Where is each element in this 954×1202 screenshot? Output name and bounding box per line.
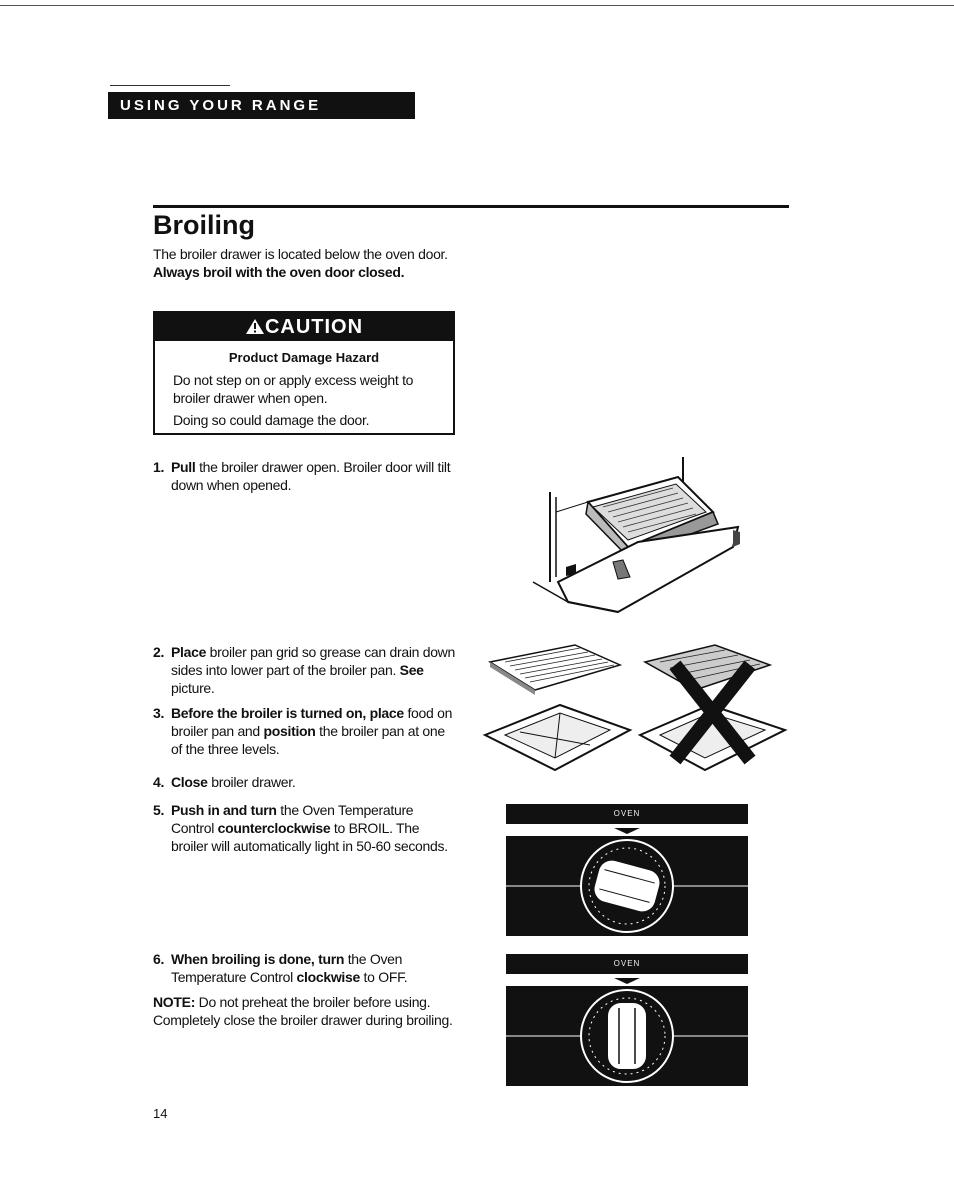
page-number: 14 xyxy=(153,1106,168,1121)
step-text: broiler pan grid so grease can drain down sides into lower part of the broiler pan. xyxy=(171,644,455,678)
intro-text: The broiler drawer is located below the oven door. xyxy=(153,246,448,262)
broiler-pan-illustration xyxy=(480,640,790,780)
oven-control-off xyxy=(506,954,748,1086)
step-text: broiler drawer. xyxy=(207,774,296,790)
caution-body xyxy=(155,365,453,429)
caution-box xyxy=(153,311,455,435)
step-text: food on broiler pan and xyxy=(171,705,453,739)
step-text-2: picture. xyxy=(171,680,215,696)
section-rule xyxy=(110,85,230,86)
step-number: 6. xyxy=(153,951,165,967)
step-bold: Pull xyxy=(171,459,196,475)
oven-label: OVEN xyxy=(506,954,748,974)
step-4 xyxy=(153,773,458,791)
step-text-2: the broiler pan at one of the three levels. xyxy=(171,723,445,757)
oven-dial-broil-icon xyxy=(506,824,748,936)
step-bold-2: clockwise xyxy=(296,969,360,985)
step-number: 2. xyxy=(153,644,165,660)
step-number: 5. xyxy=(153,802,165,818)
step-bold: Push in and turn xyxy=(171,802,277,818)
caution-line-2: Doing so could damage the door. xyxy=(173,412,370,428)
caution-subheading: Product Damage Hazard xyxy=(228,350,380,365)
step-3 xyxy=(153,704,458,758)
step-text-2: to OFF. xyxy=(359,969,408,985)
step-text: the Oven Temperature Control xyxy=(171,802,414,836)
top-rule xyxy=(0,5,954,6)
oven-dial-off-icon xyxy=(506,974,748,1086)
oven-control-broil xyxy=(506,804,748,936)
step-bold-2: See xyxy=(399,662,424,678)
note-text: Do not preheat the broiler before using. Completely close the broiler drawer during broiling. xyxy=(153,994,453,1028)
caution-header xyxy=(155,313,453,341)
step-bold: Close xyxy=(171,774,208,790)
broiler-drawer-illustration xyxy=(528,452,748,622)
step-number: 4. xyxy=(153,774,165,790)
step-bold-2: position xyxy=(263,723,316,739)
caution-heading: CAUTION xyxy=(264,316,364,338)
warning-triangle-icon xyxy=(245,318,265,335)
page-title: Broiling xyxy=(153,210,255,240)
intro-paragraph xyxy=(153,245,463,281)
note-label: NOTE: xyxy=(153,994,196,1010)
correct-pan-grid xyxy=(490,645,620,695)
correct-pan-bottom xyxy=(485,705,630,770)
step-5 xyxy=(153,801,458,855)
step-text: the broiler drawer open. Broiler door will tilt down when opened. xyxy=(171,459,451,493)
caution-line-1: Do not step on or apply excess weight to broiler drawer when open. xyxy=(173,372,414,406)
step-text: the Oven Temperature Control xyxy=(171,951,403,985)
step-2 xyxy=(153,643,458,697)
step-text-2: to BROIL. The broiler will automatically light in 50-60 seconds. xyxy=(171,820,448,854)
step-bold-2: counterclockwise xyxy=(217,820,331,836)
title-rule xyxy=(153,205,789,208)
step-6 xyxy=(153,950,458,986)
step-number: 1. xyxy=(153,459,165,475)
oven-label: OVEN xyxy=(506,804,748,824)
step-bold: When broiling is done, turn xyxy=(171,951,345,967)
step-bold: Before the broiler is turned on, place xyxy=(171,705,404,721)
intro-bold-text: Always broil with the oven door closed. xyxy=(153,264,405,280)
step-number: 3. xyxy=(153,705,165,721)
step-bold: Place xyxy=(171,644,207,660)
section-header: USING YOUR RANGE xyxy=(108,92,415,119)
step-1 xyxy=(153,458,458,494)
note-paragraph xyxy=(153,993,453,1029)
